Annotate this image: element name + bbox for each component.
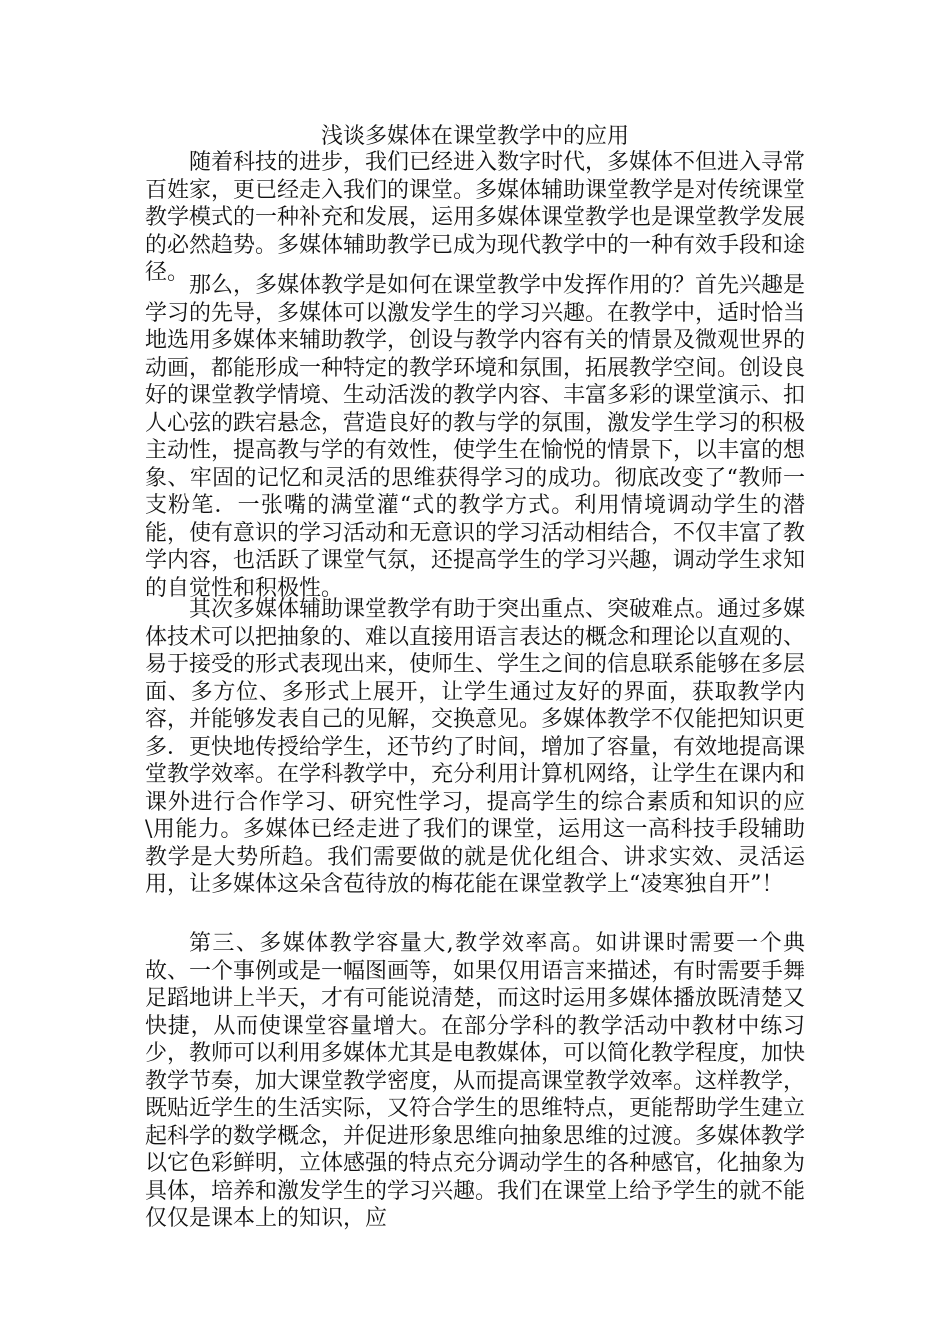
paragraph-interest: 那么，多媒体教学是如何在课堂教学中发挥作用的？首先兴趣是学习的先导，多媒体可以激发学生的学习兴趣。在教学中，适时恰当地选用多媒体来辅助教学，创设与教学内容有关的情景及微观世界的动画，都能形成一种特定的教学环境和氛围，拓展教学空间。创设良好的课堂教学情境、生动活泼的教学内容、丰富多彩的课堂演示、扣人心弦的跌宕悬念，营造良好的教与学的氛围，激发学生学习的积极主动性，提高教与学的有效性，使学生在愉悦的情景下，以丰富的想象、牢固的记忆和灵活的思维获得学习的成功。彻底改变了“教师一支粉笔．一张嘴的满堂灌“式的教学方式。利用情境调动学生的潜能，使有意识的学习活动和无意识的学习活动相结合，不仅丰富了教学内容，也活跃了课堂气氛，还提高学生的学习兴趣，调动学生求知的自觉性和积极性。 <box>145 273 806 601</box>
document-title: 浅谈多媒体在课堂教学中的应用 <box>320 124 629 149</box>
paragraph-efficiency: 第三、多媒体教学容量大,教学效率高。如讲课时需要一个典故、一个事例或是一幅图画等，如果仅用语言来描述，有时需要手舞足蹈地讲上半天，才有可能说清楚，而这时运用多媒体播放既清楚又快捷，从而使课堂容量增大。在部分学科的教学活动中教材中练习少，教师可以利用多媒体尤其是电教媒体，可以简化教学程度，加快教学节奏，加大课堂教学密度，从而提高课堂教学效率。这样教学，既贴近学生的生活实际，又符合学生的思维特点，更能帮助学生建立起科学的数学概念，并促进形象思维向抽象思维的过渡。多媒体教学以它色彩鲜明，立体感强的特点充分调动学生的各种感官，化抽象为具体，培养和激发学生的学习兴趣。我们在课堂上给予学生的就不能仅仅是课本上的知识，应 <box>145 931 806 1231</box>
paragraph-intro: 随着科技的进步，我们已经进入数字时代，多媒体不但进入寻常百姓家，更已经走入我们的课堂。多媒体辅助课堂教学是对传统课堂教学模式的一种补充和发展，运用多媒体课堂教学也是课堂教学发展的必然趋势。多媒体辅助教学已成为现代教学中的一种有效手段和途径。 <box>145 150 806 285</box>
paragraph-key-points: 其次多媒体辅助课堂教学有助于突出重点、突破难点。通过多媒体技术可以把抽象的、难以直接用语言表达的概念和理论以直观的、易于接受的形式表现出来，使师生、学生之间的信息联系能够在多层面、多方位、多形式上展开，让学生通过友好的界面，获取教学内容，并能够发表自己的见解，交换意见。多媒体教学不仅能把知识更多．更快地传授给学生，还节约了时间，增加了容量，有效地提高课堂教学效率。在学科教学中，充分利用计算机网络，让学生在课内和课外进行合作学习、研究性学习，提高学生的综合素质和知识的应\用能力。多媒体已经走进了我们的课堂，运用这一高科技手段辅助教学是大势所趋。我们需要做的就是优化组合、讲求实效、灵活运用，让多媒体这朵含苞待放的梅花能在课堂教学上“凌寒独自开”！ <box>145 597 806 897</box>
